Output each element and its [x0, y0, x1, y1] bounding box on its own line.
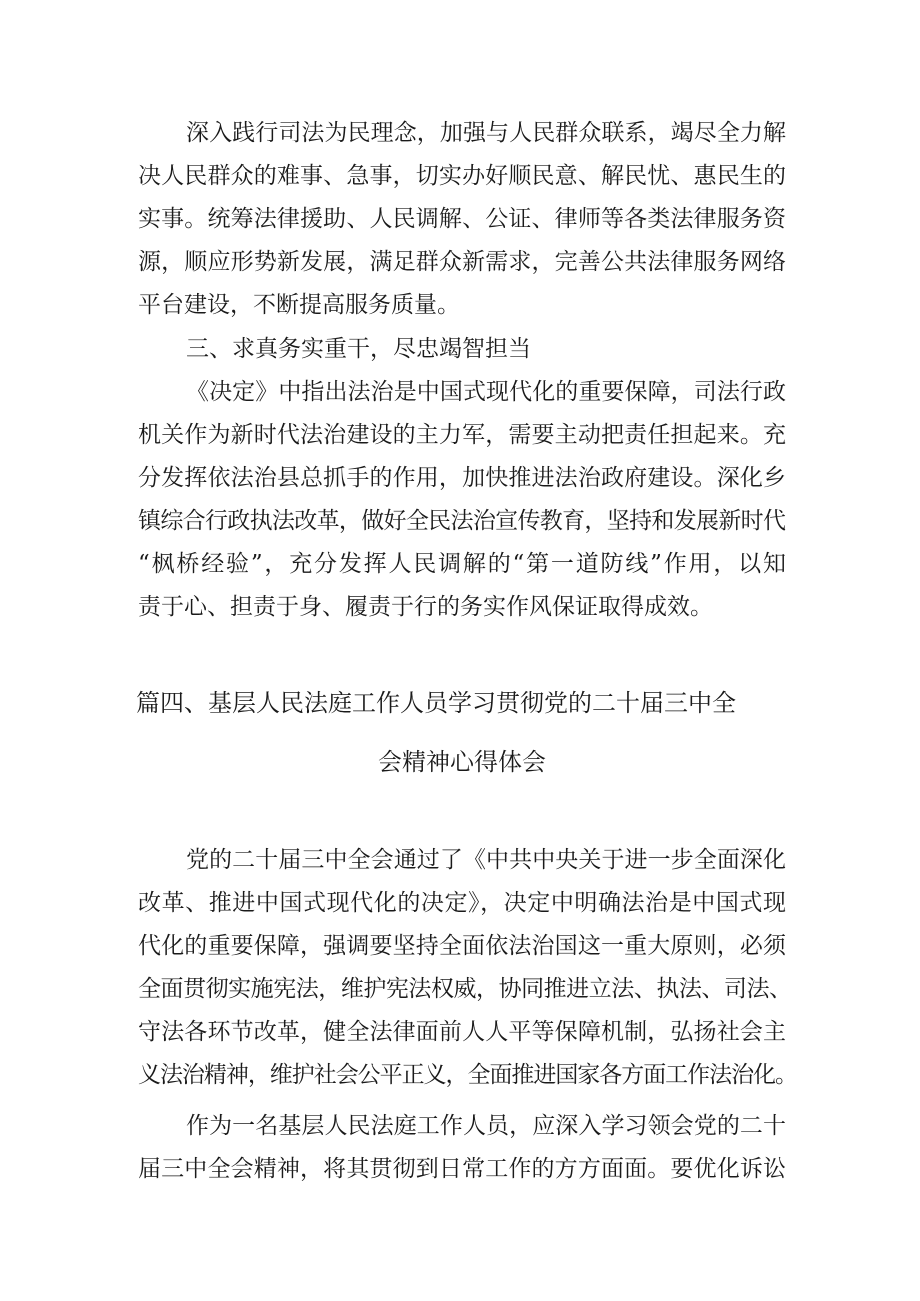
body-text-line: 改革、推进中国式现代化的决定》，决定中明确法治是中国式现 — [138, 890, 787, 916]
body-text-line: 全面贯彻实施宪法，维护宪法权威，协同推进立法、执法、司法、 — [138, 976, 792, 1002]
body-text-line: 平台建设，不断提高服务质量。 — [138, 292, 460, 318]
body-text-line: 党的二十届三中全会通过了《中共中央关于进一步全面深化 — [186, 847, 787, 873]
body-text-line: 深入践行司法为民理念，加强与人民群众联系，竭尽全力解 — [186, 120, 787, 146]
article-title-line-2: 会精神心得体会 — [378, 748, 546, 776]
body-text-line: 义法治精神，维护社会公平正义，全面推进国家各方面工作法治化。 — [138, 1062, 797, 1088]
body-text-line: 源，顺应形势新发展，满足群众新需求，完善公共法律服务网络 — [138, 249, 787, 275]
body-text-line: 代化的重要保障，强调要坚持全面依法治国这一重大原则，必须 — [138, 933, 787, 959]
article-title-line-1: 篇四、基层人民法庭工作人员学习贯彻党的二十届三中全 — [136, 689, 736, 717]
section-heading: 三、求真务实重干，尽忠竭智担当 — [186, 336, 531, 362]
body-text-line: 守法各环节改革，健全法律面前人人平等保障机制，弘扬社会主 — [138, 1019, 787, 1045]
body-text-line: 届三中全会精神，将其贯彻到日常工作的方方面面。要优化诉讼 — [138, 1156, 787, 1182]
body-text-line: 分发挥依法治县总抓手的作用，加快推进法治政府建设。深化乡 — [138, 465, 787, 491]
body-text-line: 镇综合行政执法改革，做好全民法治宣传教育，坚持和发展新时代 — [138, 508, 786, 534]
body-text-line: 实事。统筹法律援助、人民调解、公证、律师等各类法律服务资 — [138, 206, 787, 232]
body-text-line: “枫桥经验”，充分发挥人民调解的“第一道防线”作用，以知 — [138, 551, 788, 577]
body-text-line: 责于心、担责于身、履责于行的务实作风保证取得成效。 — [138, 594, 713, 620]
body-text-line: 决人民群众的难事、急事，切实办好顺民意、解民忧、惠民生的 — [138, 163, 787, 189]
body-text-line: 机关作为新时代法治建设的主力军，需要主动把责任担起来。充 — [138, 422, 787, 448]
body-text-line: 作为一名基层人民法庭工作人员，应深入学习领会党的二十 — [186, 1113, 787, 1139]
body-text-line: 《决定》中指出法治是中国式现代化的重要保障，司法行政 — [186, 379, 787, 405]
